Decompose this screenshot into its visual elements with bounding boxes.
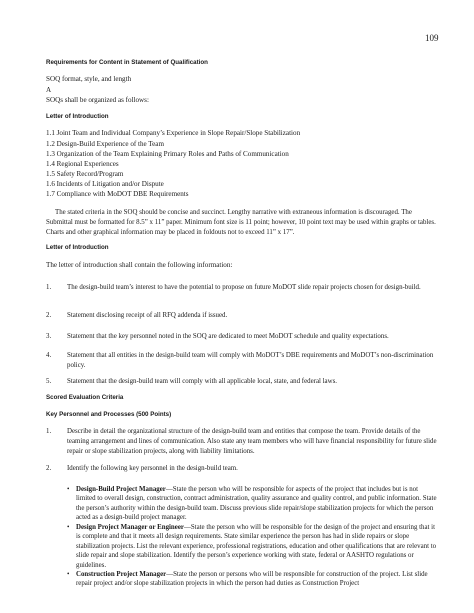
list-item-text: Describe in detail the organizational structure of the design-build team and entities that compose the team. Provide details of the teaming arrangement and lines of communication. Also state any team members who will have financial responsibility for future slide repair or slope stabilization projects, along with liability limitations. xyxy=(67,428,437,455)
bullet-text: —State the person who will be responsible for the design of the project and ensuring that it is complete and that it meets all design requirements. State similar experience the person has had in slide repairs or slope stabilization projects. List the relevant experience, professional registrations, education and other qualifications that are relevant to slide repair and slope stabilization. Identify the person’s experience working with state, federal or AASHTO regulations or guidelines. xyxy=(76,524,437,569)
list-item-number: 2. xyxy=(46,312,52,319)
toc-item: 1.4 Regional Experiences xyxy=(46,160,119,168)
bullet-item xyxy=(67,485,439,523)
page-number: 109 xyxy=(425,33,439,43)
toc-item: 1.6 Incidents of Litigation and/or Dispute xyxy=(46,180,164,188)
toc-item: 1.1 Joint Team and Individual Company’s Experience in Slope Repair/Slope Stabilization xyxy=(46,129,301,137)
toc-item: 1.2 Design-Build Experience of the Team xyxy=(46,140,164,148)
soq-line: SOQs shall be organized as follows: xyxy=(46,96,149,104)
letter-intro: The letter of introduction shall contain the following information: xyxy=(46,261,233,269)
bullet-item xyxy=(67,523,439,570)
list-item-text: Statement disclosing receipt of all RFQ addenda if issued. xyxy=(67,312,228,319)
list-item-text: Statement that the key personnel noted in the SOQ are dedicated to meet MoDOT schedule and quality expectations. xyxy=(67,333,389,340)
heading-key-personnel: Key Personnel and Processes (500 Points) xyxy=(46,411,172,418)
list-item xyxy=(46,332,438,342)
soq-line: A xyxy=(46,86,52,94)
list-item-text: Statement that all entities in the design-build team will comply with MoDOT’s DBE requirements and MoDOT’s non-discrimination policy. xyxy=(67,352,434,369)
criteria-paragraph: The stated criteria in the SOQ should be concise and succinct. Lengthy narrative with extraneous information is discouraged. The Submittal must be formatted for 8.5” x 11” paper. Minimum font size is 11 point; however, 10 point text may be used within graphs or tables. Charts and other graphical information may be placed in foldouts not to exceed 11” x 17”. xyxy=(46,209,436,236)
list-item-text: The design-build team’s interest to have the potential to propose on future MoDOT slide repair projects chosen for design-build. xyxy=(67,284,421,291)
list-item-text: Identify the following key personnel in the design-build team. xyxy=(67,465,238,472)
list-item xyxy=(46,377,438,387)
list-item xyxy=(46,351,438,371)
list-item xyxy=(46,464,438,474)
list-item-number: 3. xyxy=(46,333,52,340)
list-item-number: 1. xyxy=(46,284,52,291)
heading-letter-of-introduction: Letter of Introduction xyxy=(46,113,109,120)
list-item xyxy=(46,311,438,321)
soq-line: SOQ format, style, and length xyxy=(46,75,132,83)
heading-letter-of-introduction: Letter of Introduction xyxy=(46,244,109,251)
bullet-item xyxy=(67,570,439,589)
bullet-icon: • xyxy=(67,524,70,531)
list-item-number: 5. xyxy=(46,378,52,385)
bullet-icon: • xyxy=(67,571,70,578)
bullet-lead: Design Project Manager or Engineer xyxy=(76,524,184,531)
toc-item: 1.5 Safety Record/Program xyxy=(46,170,124,178)
toc-item: 1.7 Compliance with MoDOT DBE Requirements xyxy=(46,190,189,198)
bullet-lead: Design-Build Project Manager xyxy=(76,486,166,493)
list-item-number: 2. xyxy=(46,465,52,472)
list-item-number: 4. xyxy=(46,352,52,359)
heading-scored-evaluation-criteria: Scored Evaluation Criteria xyxy=(46,394,124,401)
heading-requirements: Requirements for Content in Statement of Qualification xyxy=(46,59,208,66)
bullet-lead: Construction Project Manager xyxy=(76,571,167,578)
bullet-icon: • xyxy=(67,486,70,493)
bullet-text: —State the person who will be responsible for aspects of the project that includes but is not limited to overall design, construction, contract administration, quality assurance and quality control, and public information. State the person’s authority within the design-build team. Discuss previous slide repair/slope stabilization projects for which the person acted as a design-build project manager. xyxy=(76,486,437,522)
list-item-text: Statement that the design-build team will comply with all applicable local, state, and federal laws. xyxy=(67,378,337,385)
bullet-text: —State the person or persons who will be responsible for construction of the project. List slide repair project and/or slope stabilization projects in which the person had duties as Construction Project xyxy=(76,571,428,588)
list-item-number: 1. xyxy=(46,428,52,435)
list-item xyxy=(46,427,438,457)
list-item xyxy=(46,283,438,293)
toc-item: 1.3 Organization of the Team Explaining Primary Roles and Paths of Communication xyxy=(46,150,289,158)
